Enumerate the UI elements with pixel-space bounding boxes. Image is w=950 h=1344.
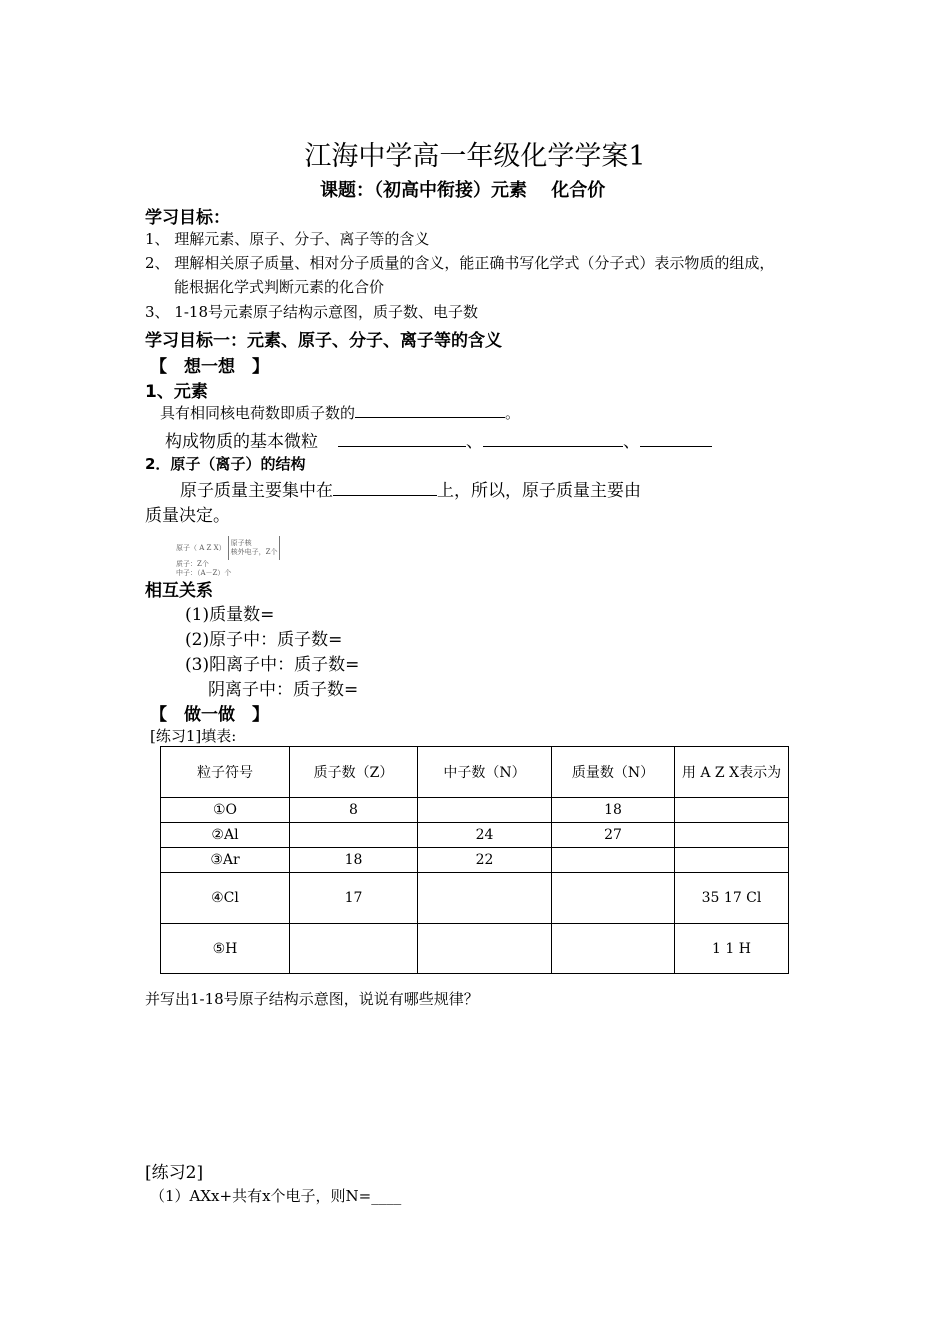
goal-item: 能根据化学式判断元素的化合价 [174, 278, 385, 296]
goal-item: 2、 理解相关原子质量、相对分子质量的含义，能正确书写化学式（分子式）表示物质的组成， [145, 254, 775, 272]
table-cell: 1 1 H [675, 924, 789, 974]
diagram-proton: 质子：Z个 [176, 560, 209, 568]
table-cell[interactable] [418, 798, 552, 823]
relation-item: 阴离子中：质子数= [208, 680, 359, 700]
table-cell: 18 [552, 798, 675, 823]
table-cell: 24 [418, 823, 552, 848]
fill-blank[interactable] [355, 403, 505, 418]
separator: 、 [623, 432, 640, 452]
exercise2-label: [练习2] [145, 1163, 204, 1183]
table-cell[interactable] [675, 848, 789, 873]
diagram-root: 原子（ A Z X） [176, 543, 226, 552]
table-cell: 18 [290, 848, 418, 873]
fill-blank[interactable] [338, 432, 466, 447]
page-subtitle: 课题：（初高中衔接）元素 化合价 [320, 180, 606, 201]
table-cell[interactable] [675, 798, 789, 823]
element-heading: 1、元素 [145, 382, 208, 402]
fill-blank[interactable] [640, 432, 712, 447]
table-cell: ②Al [161, 823, 290, 848]
table-row [161, 873, 789, 924]
atom-line1 [180, 476, 641, 501]
table-cell: 17 [290, 873, 418, 924]
do-heading: 【 做一做 】 [150, 705, 269, 725]
table-cell[interactable] [552, 848, 675, 873]
relation-item: (1)质量数= [185, 605, 275, 625]
table-row [161, 798, 789, 823]
table-header-row [161, 747, 789, 798]
diagram-nucleus: 原子核 [230, 539, 252, 547]
separator: 、 [466, 432, 483, 452]
element-line1-end: 。 [505, 404, 521, 422]
think-heading: 【 想一想 】 [150, 357, 269, 377]
atom-line2: 质量决定。 [145, 506, 230, 526]
fill-blank[interactable] [333, 481, 437, 496]
table-header-cell: 用 A Z X表示为 [675, 747, 789, 798]
after-table-text: 并写出1-18号原子结构示意图，说说有哪些规律？ [145, 990, 479, 1008]
exercise1-label: [练习1]填表: [150, 727, 237, 745]
relation-item: (3)阳离子中：质子数= [185, 655, 360, 675]
table-cell: 22 [418, 848, 552, 873]
table-cell: ④Cl [161, 873, 290, 924]
table-cell: 35 17 Cl [675, 873, 789, 924]
table-header-cell: 中子数（N） [418, 747, 552, 798]
exercise2-question: （1）AXx+共有x个电子，则N=____ [150, 1187, 402, 1205]
atom-line1-b: 上，所以，原子质量主要由 [437, 481, 641, 501]
table-header-cell: 质子数（Z） [290, 747, 418, 798]
table-cell[interactable] [290, 924, 418, 974]
exercise1-table [160, 746, 789, 974]
table-cell[interactable] [418, 924, 552, 974]
table-cell: 27 [552, 823, 675, 848]
table-cell[interactable] [290, 823, 418, 848]
fill-blank[interactable] [483, 432, 623, 447]
table-cell: ⑤H [161, 924, 290, 974]
diagram-electron: 核外电子，Z个 [230, 548, 278, 556]
element-line2 [165, 427, 712, 452]
table-cell: ①O [161, 798, 290, 823]
atom-heading: 2．原子（离子）的结构 [145, 455, 306, 473]
element-line1-text: 具有相同核电荷数即质子数的 [160, 404, 356, 422]
table-header-cell: 质量数（N） [552, 747, 675, 798]
goal-item: 1、 理解元素、原子、分子、离子等的含义 [145, 230, 430, 248]
element-line1 [160, 402, 520, 423]
table-cell[interactable] [418, 873, 552, 924]
table-header-cell: 粒子符号 [161, 747, 290, 798]
table-row [161, 848, 789, 873]
goals-heading: 学习目标： [145, 208, 230, 228]
table-cell[interactable] [675, 823, 789, 848]
table-row [161, 823, 789, 848]
element-line2-text: 构成物质的基本微粒 [165, 432, 318, 452]
table-cell[interactable] [552, 873, 675, 924]
table-cell: ③Ar [161, 848, 290, 873]
page-title: 江海中学高一年级化学学案1 [304, 141, 646, 172]
table-cell: 8 [290, 798, 418, 823]
table-cell[interactable] [552, 924, 675, 974]
relation-heading: 相互关系 [145, 581, 213, 601]
diagram-neutron: 中子：（A－Z）个 [176, 569, 232, 577]
relation-item: (2)原子中：质子数= [185, 630, 343, 650]
table-row [161, 924, 789, 974]
goal-item: 3、 1-18号元素原子结构示意图，质子数、电子数 [145, 303, 479, 321]
atom-line1-a: 原子质量主要集中在 [180, 481, 333, 501]
atom-structure-diagram [176, 536, 326, 577]
goal1-heading: 学习目标一：元素、原子、分子、离子等的含义 [145, 331, 502, 351]
